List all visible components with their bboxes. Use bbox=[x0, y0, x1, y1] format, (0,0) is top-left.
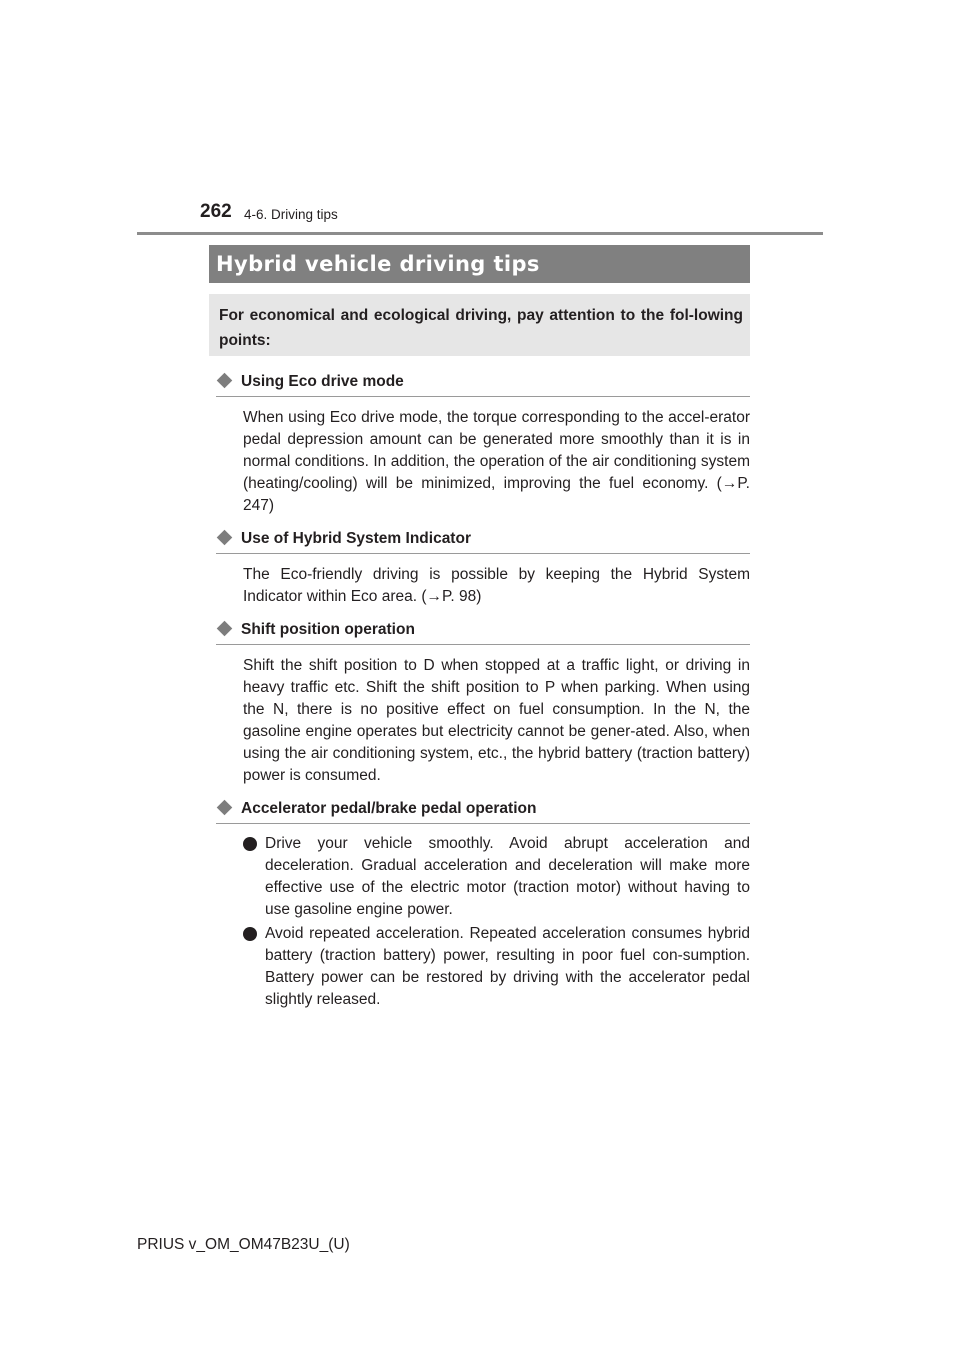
subsection-eco-drive-mode bbox=[218, 370, 750, 517]
subsection-heading-text: Use of Hybrid System Indicator bbox=[241, 530, 471, 547]
footer-code: PRIUS v_OM_OM47B23U_(U) bbox=[137, 1236, 350, 1253]
bullet-icon bbox=[243, 837, 257, 851]
subsection-heading-text: Accelerator pedal/brake pedal operation bbox=[241, 800, 537, 817]
bullet-list bbox=[243, 833, 750, 1011]
subsection-heading bbox=[216, 370, 750, 397]
subsection-pedal-operation bbox=[218, 797, 750, 1011]
subsection-shift-position bbox=[218, 618, 750, 787]
subsection-heading bbox=[216, 618, 750, 645]
list-item bbox=[243, 833, 750, 921]
subsection-body: When using Eco drive mode, the torque corresponding to the accel-erator pedal depression amount can be generated more smoothly than it is in normal conditions. In addition, the operation of the air conditioning system (heating/cooling) will be minimized, improving the fuel economy. (→P. 247) bbox=[243, 409, 750, 514]
page-title: Hybrid vehicle driving tips bbox=[216, 252, 540, 276]
diamond-icon bbox=[217, 530, 233, 546]
list-item-text: Drive your vehicle smoothly. Avoid abrupt acceleration and deceleration. Gradual acceleration and deceleration will make more effective use of the electric motor (traction motor) without having to use gasoline engine power. bbox=[265, 835, 750, 918]
subsection-heading-text: Using Eco drive mode bbox=[241, 373, 404, 390]
section-reference: 4-6. Driving tips bbox=[244, 207, 338, 222]
subsection-heading bbox=[216, 797, 750, 824]
diamond-icon bbox=[217, 373, 233, 389]
subsection-heading bbox=[216, 527, 750, 554]
subsection-body: Shift the shift position to D when stopped at a traffic light, or driving in heavy traffic etc. Shift the shift position to P when parking. When using the N, there is no positive effect on fuel consumption. In the N, the gasoline engine operates but electricity cannot be gener-ated. Also, when using the air conditioning system, etc., the hybrid battery (traction battery) power is consumed. bbox=[243, 657, 750, 784]
header-divider bbox=[137, 232, 823, 235]
list-item bbox=[243, 923, 750, 1011]
bullet-icon bbox=[243, 927, 257, 941]
diamond-icon bbox=[217, 800, 233, 816]
subsection-hybrid-system-indicator bbox=[218, 527, 750, 608]
page-number: 262 bbox=[200, 201, 232, 222]
subsection-body: The Eco-friendly driving is possible by keeping the Hybrid System Indicator within Eco area. (→P. 98) bbox=[243, 566, 750, 605]
intro-box: For economical and ecological driving, pay attention to the fol-lowing points: bbox=[209, 294, 750, 356]
subsection-heading-text: Shift position operation bbox=[241, 621, 415, 638]
content bbox=[218, 370, 750, 1021]
diamond-icon bbox=[217, 621, 233, 637]
title-bar bbox=[209, 245, 750, 283]
list-item-text: Avoid repeated acceleration. Repeated acceleration consumes hybrid battery (traction battery) power, resulting in poor fuel con-sumption. Battery power can be restored by driving with the accelerator pedal slightly released. bbox=[265, 925, 750, 1008]
